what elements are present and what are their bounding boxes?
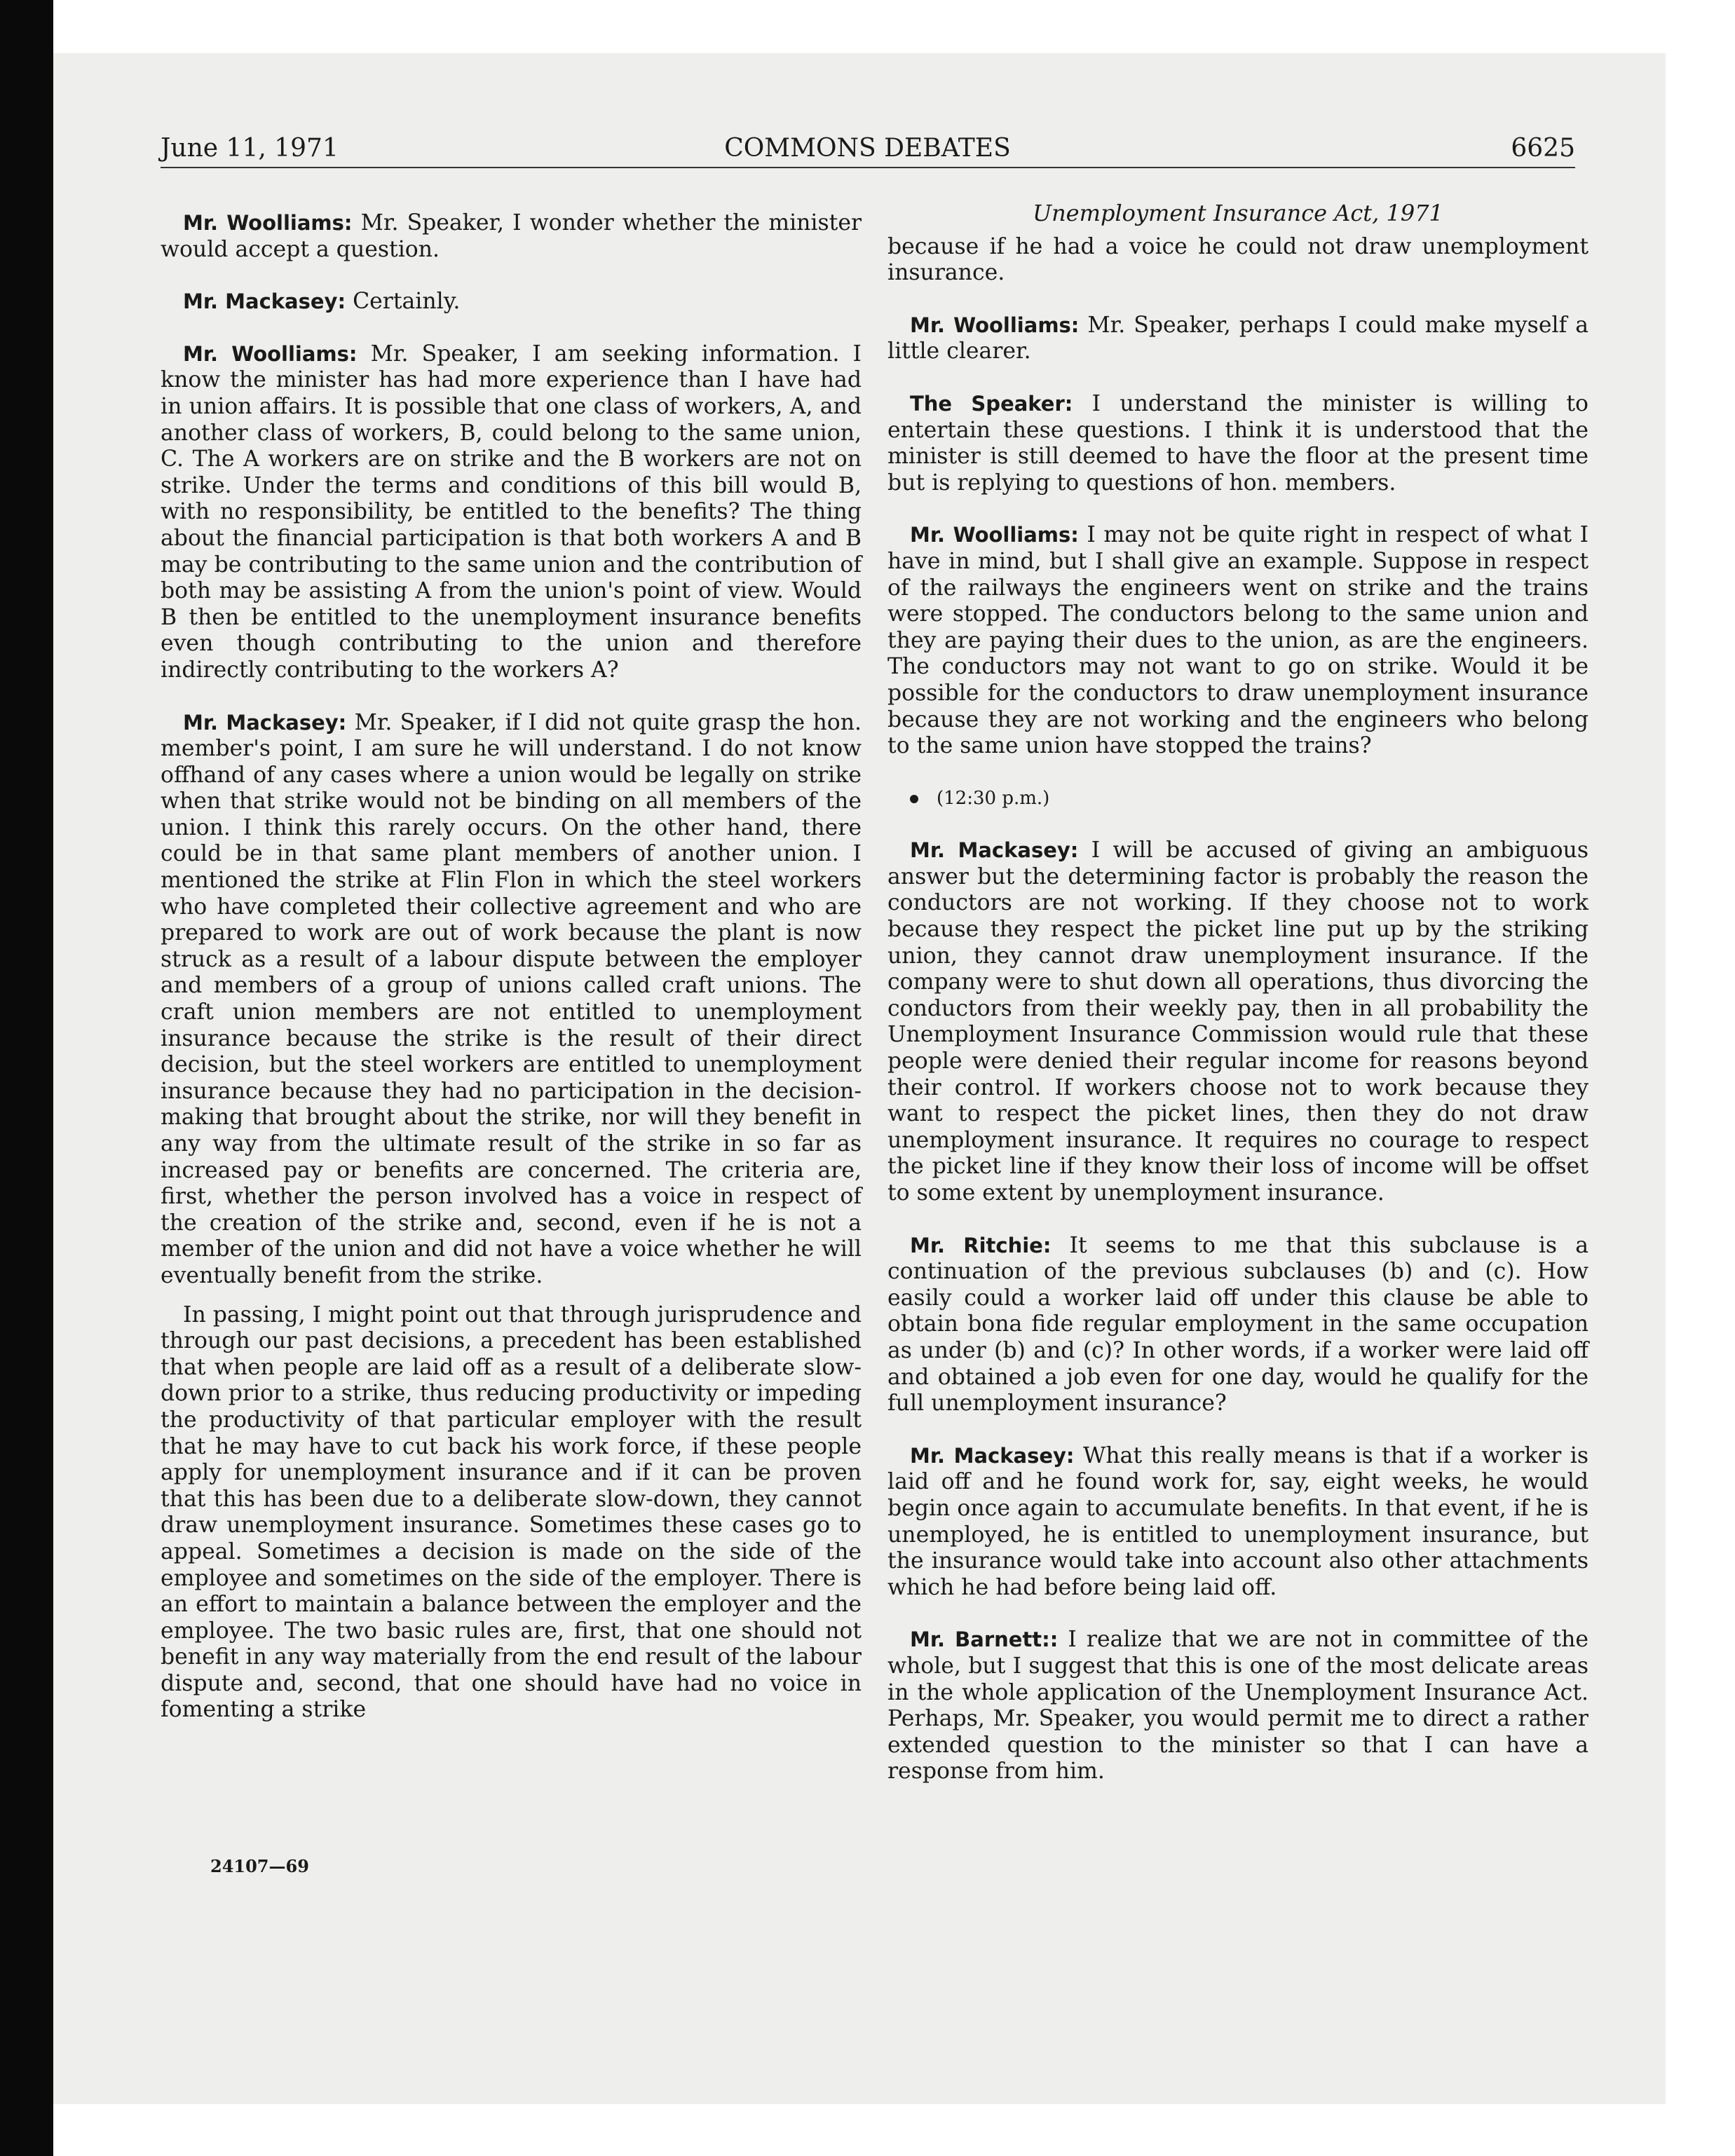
header-rule [161,167,1575,168]
speech-text: In passing, I might point out that through jurisprudence and through our past decisions, a precedent has been established that when people are laid off as a result of a deliberate slow-down prior to a strike, thus reducing productivity or impeding the productivity of that particular employer with the result that he may have to cut back his work force, if these people apply for unemployment insurance and if it can be proven that this has been due to a deliberate slow-down, they cannot draw unemployment insurance. Sometimes these cases go to appeal. Sometimes a decision is made on the side of the employee and sometimes on the side of the employer. There is an effort to maintain a balance between the employer and the employee. The two basic rules are, first, that one should not benefit in any way materially from the end result of the labour dispute and, second, that one should have had no voice in fomenting a strike [161,1302,862,1723]
running-title: Unemployment Insurance Act, 1971 [1033,200,1443,226]
paragraph [887,391,1588,496]
paragraph [887,1627,1588,1785]
speaker-name: Mr. Woolliams: [183,341,358,366]
scan-edge-bar [0,0,53,2156]
time-marker [887,786,1588,812]
paragraph [161,710,862,1290]
paragraph [887,1233,1588,1417]
speaker-name: Mr. Woolliams: [183,211,353,235]
speech-text: What this really means is that if a worker is laid off and he found work for, say, eight weeks, he would begin once again to accumulate benefits. In that event, if he is unemployed, he is entitled to unemployment insurance, but the insurance would take into account also other attachments which he had before being laid off. [887,1442,1588,1600]
speech-text: Certainly. [353,289,461,315]
right-column [887,200,1588,1785]
speaker-name: Mr. Woolliams: [910,523,1079,547]
paragraph [161,210,862,263]
speaker-name: The Speaker: [910,391,1073,416]
speech-text: It seems to me that this subclause is a continuation of the previous subclauses (b) and (c). How easily could a worker laid off under this clause be able to obtain bona fide regular employment in the same occupation as under (b) and (c)? In other words, if a worker were laid off and obtained a job even for one day, would he qualify for the full unemployment insurance? [887,1232,1588,1417]
speech-text: Mr. Speaker, I am seeking information. I know the minister has had more experience than I have had in union affairs. It is possible that one class of workers, A, and another class of workers, B, could belong to the same union, C. The A workers are on strike and the B workers are not on strike. Under the terms and conditions of this bill would B, with no responsibility, be entitled to the benefits? The thing about the financial participation is that both workers A and B may be contributing to the same union and the contribution of both may be assisting A from the union's point of view. Would B then be entitled to the unemployment insurance benefits even though contributing to the union and therefore indirectly contributing to the workers A? [161,341,862,683]
speaker-name: Mr. Mackasey: [183,710,347,735]
speaker-name: Mr. Mackasey: [183,289,346,314]
speech-text: Mr. Speaker, if I did not quite grasp the hon. member's point, I am sure he will understand. I do not know offhand of any cases where a union would be legally on strike when that strike would not be binding on all members of the union. I think this rarely occurs. On the other hand, there could be in that same plant members of another union. I mentioned the strike at Flin Flon in which the steel workers who have completed their collective agreement and who are prepared to work are out of work because the plant is now struck as a result of a labour dispute between the employer and members of a group of unions called craft unions. The craft union members are not entitled to unemployment insurance because the strike is the result of their direct decision, but the steel workers are entitled to unemployment insurance because they had no participation in the decision-making that brought about the strike, nor will they benefit in any way from the ultimate result of the strike in so far as increased pay or benefits are concerned. The criteria are, first, whether the person involved has a voice in respect of the creation of the strike and, second, even if he is not a member of the union and did not have a voice whether he will eventually benefit from the strike. [161,709,862,1288]
speech-text: I realize that we are not in committee of the whole, but I suggest that this is one of the most delicate areas in the whole application of the Unemployment Insurance Act. Perhaps, Mr. Speaker, you would permit me to direct a rather extended question to the minister so that I can have a response from him. [887,1627,1588,1785]
left-column [161,210,862,1724]
paragraph-continuation: because if he had a voice he could not draw unemployment insurance. [887,233,1588,286]
paragraph [161,1302,862,1724]
paragraph [161,289,862,315]
paragraph [887,313,1588,365]
header-publication: COMMONS DEBATES [724,134,1011,163]
speaker-name: Mr. Barnett:: [910,1628,1059,1652]
time-text: (12:30 p.m.) [937,787,1050,809]
speaker-name: Mr. Mackasey: [910,1443,1075,1468]
speech-text: I understand the minister is willing to entertain these questions. I think it is understood that the minister is still deemed to have the floor at the present time but is replying to questions of hon. members. [887,390,1589,496]
footer-code: 24107—69 [210,1856,309,1876]
header-date: June 11, 1971 [161,134,339,163]
speaker-name: Mr. Ritchie: [910,1233,1052,1257]
speech-text: Mr. Speaker, I wonder whether the minister would accept a question. [161,210,862,262]
paragraph [887,838,1588,1206]
paragraph [161,341,862,684]
speech-text: I may not be quite right in respect of what I have in mind, but I shall give an example. Suppose in respect of the railways the engineers went on strike and the trains were stopped. The conductors belong to the same union and they are paying their dues to the union, as are the engineers. The conductors may not want to go on strike. Would it be possible for the conductors to draw unemployment insurance because they are not working and the engineers who belong to the same union have stopped the trains? [887,522,1589,759]
paragraph [887,522,1588,759]
speech-text: I will be accused of giving an ambiguous answer but the determining factor is probably the reason the conductors are not working. If they choose not to work because they respect the picket line put up by the striking union, they cannot draw unemployment insurance. If the company were to shut down all operations, thus divorcing the conductors from their weekly pay, then in all probability the Unemployment Insurance Commission would rule that these people were denied their regular income for reasons beyond their control. If workers choose not to work because they want to respect the picket lines, then they do not draw unemployment insurance. It requires no courage to respect the picket line if they know their loss of income will be offset to some extent by unemployment insurance. [887,838,1589,1206]
speech-text: Mr. Speaker, perhaps I could make myself a little clearer. [887,312,1589,364]
bullet-icon [910,795,918,803]
header-page-number: 6625 [1511,134,1575,163]
paragraph [887,1443,1588,1602]
speaker-name: Mr. Woolliams: [910,313,1080,337]
speaker-name: Mr. Mackasey: [910,838,1079,863]
